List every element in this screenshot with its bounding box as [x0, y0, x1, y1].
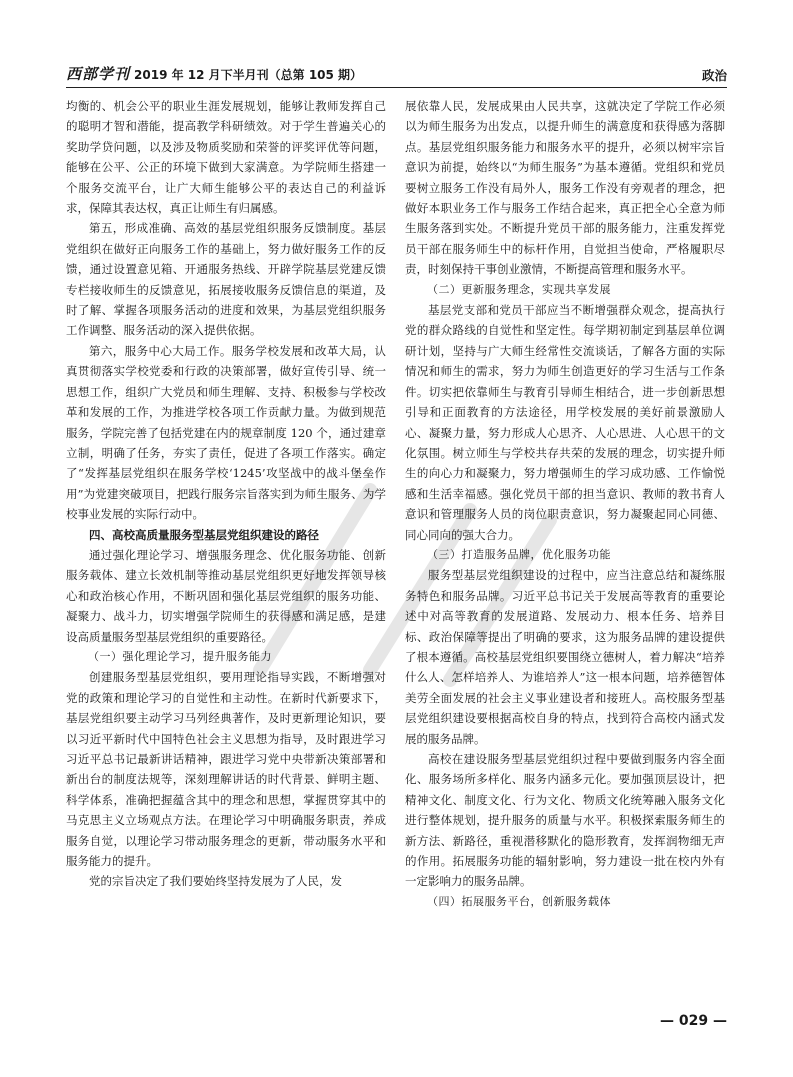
right-column: [405, 96, 725, 912]
paragraph: 第五，形成准确、高效的基层党组织服务反馈制度。基层党组织在做好正向服务工作的基础上，努力做好服务工作的反馈，通过设置意见箱、开通服务热线、开辟学院基层党建反馈专栏接收师生的反馈意见，拓展接收服务反馈信息的渠道，及时了解、掌握各项服务活动的进度和效果，为基层党组织服务工作调整、服务活动的深入提供依据。: [66, 221, 386, 338]
paragraph: 第六，服务中心大局工作。服务学校发展和改革大局，认真贯彻落实学校党委和行政的决策部署，做好宣传引导、统一思想工作，组织广大党员和师生理解、支持、积极参与学校改革和发展的工作，为推进学校各项工作贡献力量。为做到规范服务，学院完善了包括党建在内的规章制度 120 个，通过建章立制，明确了任务，夯实了责任，促进了各项工作落实。确定了“发挥基层党组织在服务学校‘1245’攻坚战中的战斗堡垒作用”为党建突破项目，把践行服务宗旨落实到为师生服务、为学校事业发展的实际行动中。: [66, 343, 386, 522]
paragraph: 服务型基层党组织建设的过程中，应当注意总结和凝练服务特色和服务品牌。习近平总书记关于发展高等教育的重要论述中对高等教育的发展道路、发展动力、根本任务、培养目标、政治保障等提出了明确的要求，这为服务品牌的建设提供了根本遵循。高校基层党组织要围绕立德树人，着力解决“培养什么人、怎样培养人、为谁培养人”这一根本问题，培养德智体美劳全面发展的社会主义事业建设者和接班人。高校服务型基层党组织建设要根据高校自身的特点，找到符合高校内涵式发展的服务品牌。: [405, 568, 725, 746]
subsection-heading: （三）打造服务品牌，优化服务功能: [427, 547, 611, 561]
paragraph: 均衡的、机会公平的职业生涯发展规划，能够让教师发挥自己的聪明才智和潜能，提高教学科研绩效。对于学生普遍关心的奖助学贷问题，以及涉及物质奖励和荣誉的评奖评优等问题，能够在公平、公正的环境下做到大家满意。为学院师生搭建一个服务交流平台，让广大师生能够公平的表达自己的利益诉求，保障其表达权，真正让师生有归属感。: [66, 99, 386, 216]
paragraph: 创建服务型基层党组织，要用理论指导实践，不断增强对党的政策和理论学习的自觉性和主动性。在新时代新要求下，基层党组织要主动学习马列经典著作，及时更新理论知识，要以习近平新时代中国特色社会主义思想为指导，及时跟进学习习近平总书记最新讲话精神，跟进学习党中央带新决策部署和新出台的制度法规等，深刻理解讲话的时代背景、鲜明主题、科学体系，准确把握蕴含其中的理念和思想，掌握贯穿其中的马克思主义立场观点方法。在理论学习中明确服务职责，养成服务自觉，以理论学习带动服务理念的更新，带动服务水平和服务能力的提升。: [66, 670, 386, 869]
paragraph: 基层党支部和党员干部应当不断增强群众观念，提高执行党的群众路线的自觉性和坚定性。每学期初制定到基层单位调研计划，坚持与广大师生经常性交流谈话，了解各方面的实际情况和师生的需求，努力为师生创造更好的学习生活与工作条件。切实把依靠师生与教育引导师生相结合，进一步创新思想引导和正面教育的方法途径，用学校发展的美好前景激励人心、凝聚力量，努力形成人心思齐、人心思进、人心思干的文化氛围。树立师生与学校共存共荣的发展的理念，切实提升师生的向心力和凝聚力，努力增强师生的学习成功感、工作愉悦感和生活幸福感。强化党员干部的担当意识、教师的教书育人意识和管理服务人员的岗位职责意识，努力凝聚起同心同德、同心同向的强大合力。: [405, 303, 725, 542]
subsection-heading: （四）拓展服务平台，创新服务载体: [427, 894, 611, 908]
paragraph: 展依靠人民，发展成果由人民共享，这就决定了学院工作必须以为师生服务为出发点，以提升师生的满意度和获得感为落脚点。基层党组织服务能力和服务水平的提升，必须以树牢宗旨意识为前提，始终以“为师生服务”为基本遵循。党组织和党员要树立服务工作没有局外人，服务工作没有旁观者的理念，把做好本职业务工作与服务工作结合起来，真正把全心全意为师生服务落到实处。不断提升党员干部的服务能力，注重发挥党员干部在服务师生中的标杆作用，自觉担当使命，严格履职尽责，时刻保持干事创业激情，不断提高管理和服务水平。: [405, 99, 725, 277]
issue-info: 2019 年 12 月下半月刊（总第 105 期）: [134, 68, 363, 82]
paragraph: 高校在建设服务型基层党组织过程中要做到服务内容全面化、服务场所多样化、服务内涵多元化。要加强顶层设计，把精神文化、制度文化、行为文化、物质文化统筹融入服务文化进行整体规划，提升服务的质量与水平。积极探索服务师生的新方法、新路径，重视潜移默化的隐形教育，发挥润物细无声的作用。拓展服务功能的辐射影响，努力建设一批在校内外有一定影响力的服务品牌。: [405, 752, 725, 889]
subsection-heading: （一）强化理论学习，提升服务能力: [88, 649, 272, 663]
section-heading: 四、高校高质量服务型基层党组织建设的路径: [89, 527, 319, 542]
subsection-heading: （二）更新服务理念，实现共享发展: [427, 282, 611, 296]
page-number: — 029 —: [660, 1013, 727, 1029]
section-name: 政治: [701, 68, 727, 83]
paragraph: 党的宗旨决定了我们要始终坚持发展为了人民，发: [89, 874, 342, 889]
running-header: [66, 60, 727, 88]
left-column: [66, 96, 386, 892]
paragraph: 通过强化理论学习、增强服务理念、优化服务功能、创新服务载体、建立长效机制等推动基层党组织更好地发挥领导核心和政治核心作用，不断巩固和强化基层党组织的服务功能、凝聚力、战斗力，切实增强学院师生的获得感和满足感，是建设高质量服务型基层党组织的重要路径。: [66, 547, 386, 644]
header-left: [66, 63, 362, 84]
journal-logo: 西部学刊: [66, 65, 131, 83]
